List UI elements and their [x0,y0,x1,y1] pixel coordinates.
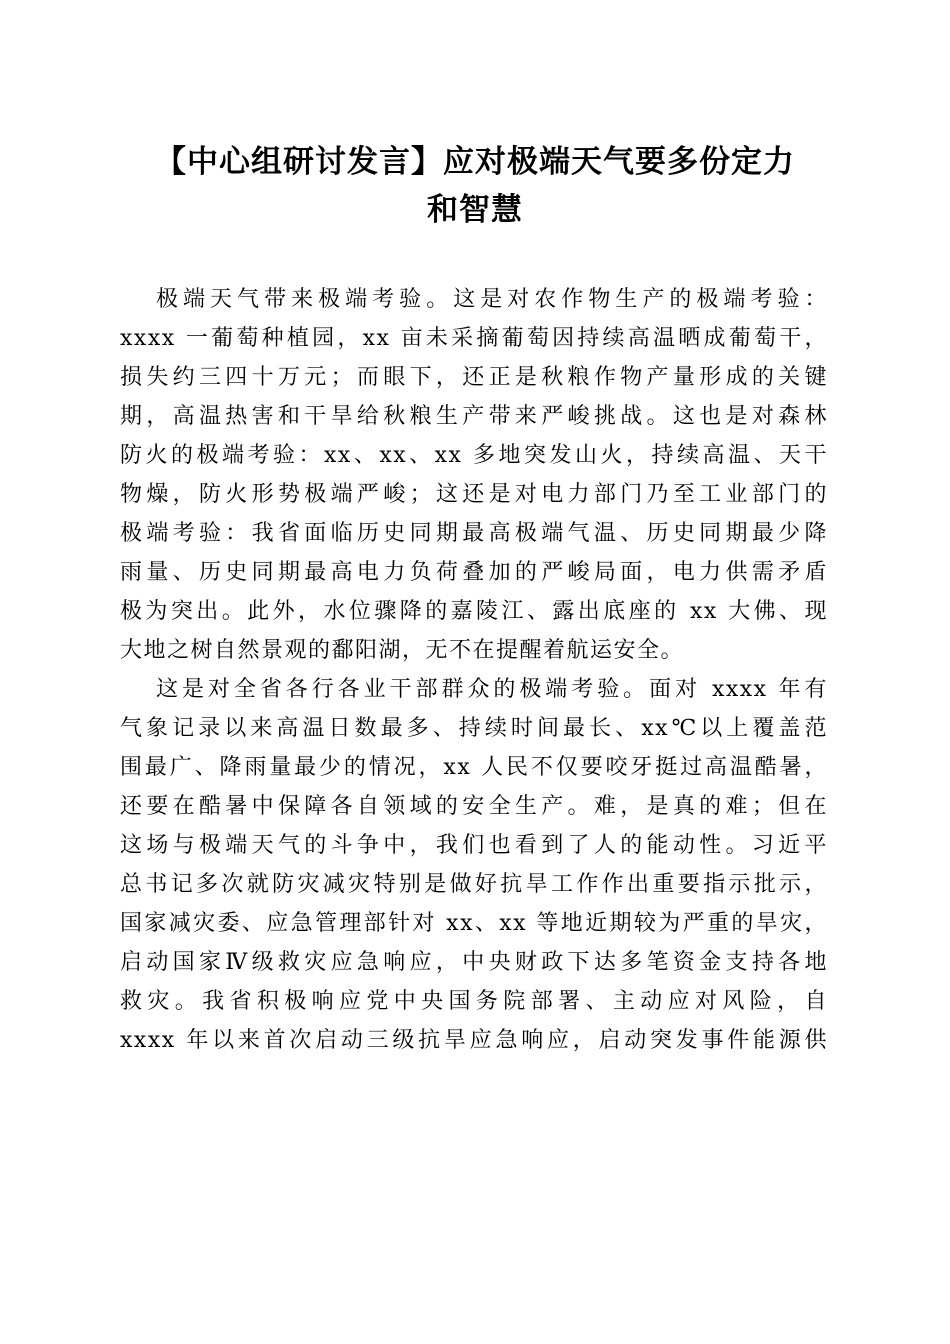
document-title [100,138,850,234]
text-line: 气象记录以来高温日数最多、持续时间最长、xx℃以上覆盖范 [120,716,828,741]
text-line: 期，高温热害和干旱给秋粮生产带来严峻挑战。这也是对森林 [120,404,828,429]
text-line: 极为突出。此外，水位骤降的嘉陵江、露出底座的 xx 大佛、现 [120,599,828,624]
document-body [120,280,828,1060]
text-line: 雨量、历史同期最高电力负荷叠加的严峻局面，电力供需矛盾 [120,560,828,585]
text-line: 防火的极端考验：xx、xx、xx 多地突发山火，持续高温、天干 [120,443,828,468]
text-line: 总书记多次就防灾减灾特别是做好抗旱工作作出重要指示批示， [120,872,828,897]
text-line: 极端考验：我省面临历史同期最高极端气温、历史同期最少降 [120,521,828,546]
text-line: 启动国家Ⅳ级救灾应急响应，中央财政下达多笔资金支持各地 [120,950,828,975]
paragraph-1 [120,280,828,670]
text-line: 围最广、降雨量最少的情况，xx 人民不仅要咬牙挺过高温酷暑， [120,755,828,780]
text-line: 国家减灾委、应急管理部针对 xx、xx 等地近期较为严重的旱灾， [120,911,828,936]
text-line: 大地之树自然景观的鄱阳湖，无不在提醒着航运安全。 [120,638,685,663]
text-line: 损失约三四十万元；而眼下，还正是秋粮作物产量形成的关键 [120,365,828,390]
text-line: xxxx 年以来首次启动三级抗旱应急响应，启动突发事件能源供 [120,1028,828,1053]
paragraph-2 [120,670,828,1060]
text-line: xxxx 一葡萄种植园，xx 亩未采摘葡萄因持续高温晒成葡萄干， [120,326,828,351]
title-line: 【中心组研讨发言】应对极端天气要多份定力 [155,144,795,180]
text-line: 这是对全省各行各业干部群众的极端考验。面对 xxxx 年有 [156,677,828,702]
text-line: 还要在酷暑中保障各自领域的安全生产。难，是真的难；但在 [120,794,828,819]
text-line: 这场与极端天气的斗争中，我们也看到了人的能动性。习近平 [120,833,828,858]
text-line: 救灾。我省积极响应党中央国务院部署、主动应对风险，自 [120,989,828,1014]
text-line: 极端天气带来极端考验。这是对农作物生产的极端考验： [156,287,828,312]
title-line: 和智慧 [427,192,523,228]
text-line: 物燥，防火形势极端严峻；这还是对电力部门乃至工业部门的 [120,482,828,507]
